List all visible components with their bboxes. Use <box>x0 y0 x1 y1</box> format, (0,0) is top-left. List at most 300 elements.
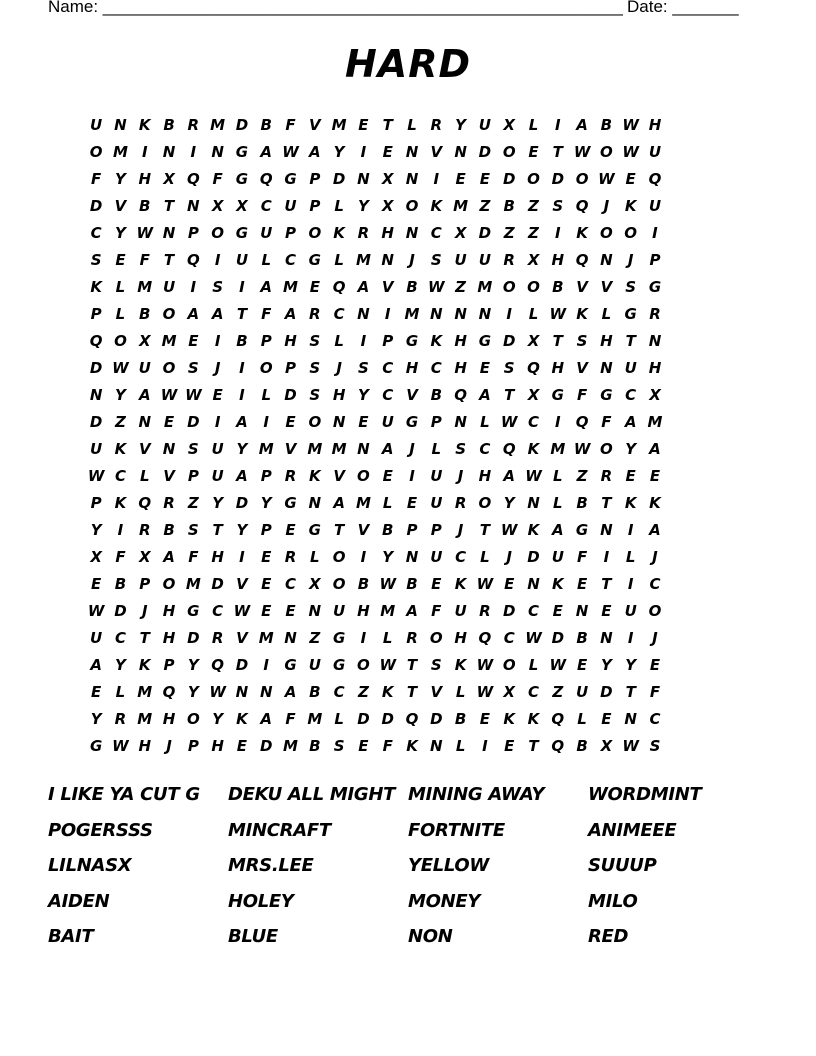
grid-letter: L <box>334 332 344 350</box>
grid-letter: V <box>576 359 588 377</box>
grid-letter: X <box>381 197 394 215</box>
word-list-item: YELLOW <box>408 855 489 876</box>
grid-letter: H <box>162 710 176 728</box>
grid-letter: X <box>527 251 540 269</box>
grid-letter: R <box>600 467 613 485</box>
grid-letter: B <box>503 197 515 215</box>
grid-letter: R <box>309 305 321 323</box>
grid-letter: I <box>141 143 148 161</box>
grid-letter: M <box>210 116 226 134</box>
grid-letter: K <box>624 494 637 512</box>
grid-letter: I <box>627 575 634 593</box>
grid-letter: Z <box>576 467 588 485</box>
grid-letter: Z <box>479 197 491 215</box>
grid-letter: V <box>114 197 127 215</box>
grid-letter: D <box>89 197 103 215</box>
grid-letter: Y <box>90 521 102 539</box>
grid-letter: J <box>166 737 172 755</box>
grid-letter: K <box>114 440 127 458</box>
grid-row <box>84 139 740 166</box>
grid-letter: O <box>527 278 540 296</box>
grid-letter: X <box>163 170 175 188</box>
grid-letter: Y <box>382 548 394 566</box>
grid-letter: B <box>163 116 175 134</box>
grid-letter: L <box>625 548 636 566</box>
grid-letter: X <box>211 197 224 215</box>
grid-letter: N <box>332 413 346 431</box>
grid-letter: G <box>405 332 419 350</box>
grid-letter: A <box>284 305 297 323</box>
grid-letter: K <box>649 494 661 512</box>
grid-letter: E <box>649 467 661 485</box>
grid-letter: E <box>309 278 320 296</box>
grid-letter: C <box>260 197 272 215</box>
grid-letter: C <box>333 305 345 323</box>
grid-letter: F <box>139 251 150 269</box>
grid-letter: U <box>260 224 273 242</box>
grid-letter: F <box>649 683 661 701</box>
grid-letter: E <box>236 737 248 755</box>
grid-letter: D <box>551 170 565 188</box>
grid-letter: S <box>430 251 442 269</box>
grid-letter: Z <box>187 494 199 512</box>
grid-letter: L <box>455 737 466 755</box>
grid-letter: H <box>138 737 152 755</box>
grid-letter: G <box>332 629 346 647</box>
grid-letter: G <box>575 521 589 539</box>
word-list-item: SUUUP <box>588 855 657 876</box>
grid-letter: T <box>601 494 612 512</box>
grid-letter: E <box>479 359 491 377</box>
grid-letter: A <box>381 440 394 458</box>
grid-letter: R <box>284 467 297 485</box>
grid-letter: L <box>261 386 271 404</box>
grid-letter: P <box>309 170 321 188</box>
grid-letter: N <box>600 629 613 647</box>
grid-letter: S <box>430 656 442 674</box>
grid-letter: O <box>259 359 273 377</box>
grid-letter: L <box>115 683 126 701</box>
grid-letter: W <box>622 116 639 134</box>
grid-letter: C <box>527 602 539 620</box>
grid-letter: I <box>190 278 197 296</box>
grid-letter: J <box>457 467 464 485</box>
grid-letter: G <box>235 224 249 242</box>
grid-letter: X <box>454 224 467 242</box>
grid-row <box>84 382 740 409</box>
grid-letter: N <box>624 710 637 728</box>
grid-letter: Y <box>333 143 345 161</box>
grid-letter: K <box>454 575 467 593</box>
grid-letter: U <box>211 467 224 485</box>
grid-letter: Y <box>115 656 126 674</box>
grid-letter: O <box>648 602 662 620</box>
grid-letter: A <box>309 143 321 161</box>
grid-letter: H <box>454 359 467 377</box>
date-field-label: Date: _______ <box>627 0 739 16</box>
grid-letter: P <box>260 521 272 539</box>
grid-letter: T <box>552 143 563 161</box>
word-list-item: HOLEY <box>228 890 294 912</box>
grid-row <box>84 706 740 733</box>
grid-row <box>84 436 740 463</box>
grid-letter: P <box>90 305 102 323</box>
grid-letter: M <box>258 629 274 647</box>
grid-letter: Y <box>212 710 224 728</box>
grid-letter: P <box>430 521 442 539</box>
grid-letter: W <box>476 575 494 593</box>
grid-letter: X <box>90 548 102 566</box>
grid-row <box>84 193 740 220</box>
grid-letter: B <box>576 494 588 512</box>
grid-letter: J <box>409 251 415 269</box>
grid-letter: P <box>187 224 199 242</box>
grid-letter: B <box>600 116 613 134</box>
grid-letter: B <box>139 305 151 323</box>
grid-letter: D <box>527 548 540 566</box>
grid-letter: P <box>163 656 175 674</box>
grid-letter: D <box>551 629 565 647</box>
grid-letter: F <box>431 602 442 620</box>
grid-letter: Q <box>551 737 565 755</box>
grid-letter: S <box>333 737 345 755</box>
grid-letter: A <box>479 386 491 404</box>
grid-letter: A <box>649 521 661 539</box>
grid-letter: W <box>87 602 105 620</box>
grid-letter: J <box>627 251 634 269</box>
grid-letter: Q <box>502 440 516 458</box>
grid-letter: W <box>160 386 178 404</box>
grid-letter: C <box>649 710 661 728</box>
grid-letter: I <box>214 332 221 350</box>
grid-row <box>84 652 740 679</box>
grid-letter: D <box>284 386 297 404</box>
grid-letter: J <box>457 521 464 539</box>
grid-letter: Z <box>455 278 467 296</box>
grid-letter: Z <box>528 224 539 242</box>
grid-letter: T <box>163 251 175 269</box>
grid-letter: J <box>409 440 415 458</box>
grid-row <box>84 517 740 544</box>
grid-letter: N <box>308 494 322 512</box>
grid-letter: A <box>624 413 637 431</box>
grid-letter: W <box>622 143 639 161</box>
grid-letter: E <box>431 575 442 593</box>
word-list-item: DEKU ALL MIGHT <box>228 784 396 805</box>
grid-letter: I <box>554 224 561 242</box>
grid-letter: C <box>430 224 442 242</box>
grid-letter: E <box>576 575 588 593</box>
grid-letter: F <box>576 386 588 404</box>
grid-letter: I <box>506 305 512 323</box>
grid-row <box>84 112 740 139</box>
grid-letter: O <box>162 575 176 593</box>
grid-letter: P <box>90 494 102 512</box>
grid-letter: O <box>162 305 176 323</box>
grid-letter: S <box>358 359 369 377</box>
grid-letter: Q <box>454 386 467 404</box>
grid-letter: U <box>90 440 103 458</box>
grid-letter: E <box>601 710 612 728</box>
grid-letter: N <box>357 440 370 458</box>
grid-letter: W <box>525 467 542 485</box>
grid-letter: V <box>236 575 248 593</box>
grid-letter: T <box>212 521 223 539</box>
grid-letter: A <box>284 683 297 701</box>
grid-letter: M <box>137 710 153 728</box>
grid-letter: I <box>360 548 367 566</box>
grid-letter: E <box>358 116 369 134</box>
grid-letter: N <box>235 683 249 701</box>
grid-letter: N <box>162 440 176 458</box>
grid-letter: D <box>332 170 346 188</box>
grid-letter: O <box>600 143 613 161</box>
grid-letter: G <box>284 494 297 512</box>
grid-letter: U <box>90 116 103 134</box>
grid-letter: Y <box>357 386 369 404</box>
grid-letter: P <box>187 737 199 755</box>
grid-letter: L <box>577 710 587 728</box>
grid-letter: O <box>332 548 346 566</box>
grid-row <box>84 247 740 274</box>
grid-letter: K <box>527 710 540 728</box>
grid-letter: N <box>454 305 467 323</box>
grid-letter: F <box>261 305 272 323</box>
grid-letter: C <box>212 602 224 620</box>
grid-letter: O <box>429 629 443 647</box>
grid-letter: I <box>554 413 561 431</box>
grid-letter: I <box>652 224 658 242</box>
grid-letter: C <box>527 413 539 431</box>
grid-letter: B <box>236 332 248 350</box>
grid-letter: B <box>381 521 394 539</box>
grid-letter: U <box>478 116 491 134</box>
grid-letter: J <box>652 629 658 647</box>
grid-letter: P <box>285 359 297 377</box>
grid-letter: U <box>284 197 297 215</box>
grid-letter: H <box>551 359 565 377</box>
grid-letter: C <box>285 575 297 593</box>
grid-letter: O <box>308 224 322 242</box>
grid-letter: W <box>598 170 615 188</box>
grid-letter: H <box>138 170 152 188</box>
grid-letter: W <box>549 656 567 674</box>
name-field-label: Name: _______________________________________________________ <box>48 0 623 16</box>
grid-letter: T <box>504 386 515 404</box>
grid-letter: M <box>477 278 493 296</box>
grid-letter: A <box>260 143 273 161</box>
grid-letter: M <box>404 305 420 323</box>
grid-letter: C <box>90 224 102 242</box>
grid-letter: B <box>430 386 443 404</box>
grid-letter: X <box>381 170 394 188</box>
grid-letter: N <box>284 629 297 647</box>
grid-letter: N <box>138 413 152 431</box>
grid-letter: R <box>114 710 127 728</box>
grid-letter: J <box>603 197 610 215</box>
grid-letter: K <box>430 197 443 215</box>
grid-letter: N <box>430 737 443 755</box>
grid-letter: L <box>528 116 539 134</box>
grid-letter: N <box>162 143 176 161</box>
grid-letter: E <box>504 737 515 755</box>
grid-letter: R <box>187 116 200 134</box>
grid-letter: Q <box>551 710 565 728</box>
grid-letter: P <box>260 467 272 485</box>
grid-letter: D <box>235 656 249 674</box>
grid-letter: E <box>479 170 491 188</box>
grid-letter: G <box>332 656 346 674</box>
word-list-item: NON <box>408 926 453 947</box>
letter-grid <box>84 112 740 760</box>
grid-letter: U <box>430 494 443 512</box>
grid-letter: C <box>114 629 126 647</box>
grid-letter: G <box>284 170 297 188</box>
grid-letter: Z <box>309 629 321 647</box>
grid-letter: B <box>114 575 127 593</box>
grid-letter: X <box>527 386 540 404</box>
grid-letter: E <box>601 602 612 620</box>
grid-letter: D <box>187 413 200 431</box>
grid-letter: V <box>406 386 418 404</box>
grid-letter: P <box>649 251 661 269</box>
grid-letter: K <box>138 116 151 134</box>
grid-letter: L <box>431 440 442 458</box>
grid-letter: Y <box>90 710 102 728</box>
grid-letter: U <box>333 602 346 620</box>
grid-letter: X <box>309 575 321 593</box>
grid-letter: H <box>332 386 346 404</box>
grid-letter: V <box>357 521 370 539</box>
grid-letter: E <box>625 467 636 485</box>
grid-letter: L <box>334 197 344 215</box>
grid-letter: N <box>405 170 419 188</box>
grid-letter: W <box>282 143 299 161</box>
grid-letter: A <box>576 116 588 134</box>
grid-letter: F <box>212 170 223 188</box>
grid-letter: N <box>527 575 540 593</box>
grid-letter: H <box>600 332 613 350</box>
grid-letter: S <box>90 251 102 269</box>
grid-letter: N <box>575 602 589 620</box>
grid-letter: I <box>482 737 488 755</box>
grid-letter: Y <box>115 386 126 404</box>
grid-letter: Q <box>405 710 419 728</box>
grid-letter: N <box>527 494 540 512</box>
grid-letter: V <box>381 278 394 296</box>
grid-letter: C <box>285 251 297 269</box>
grid-letter: R <box>211 629 224 647</box>
grid-letter: M <box>137 683 153 701</box>
grid-letter: O <box>332 575 346 593</box>
grid-letter: O <box>600 440 613 458</box>
grid-letter: E <box>382 143 393 161</box>
grid-letter: S <box>187 521 199 539</box>
grid-letter: Y <box>115 224 126 242</box>
grid-letter: L <box>553 467 563 485</box>
grid-letter: Q <box>575 197 589 215</box>
grid-letter: A <box>260 710 273 728</box>
grid-letter: Y <box>187 683 199 701</box>
grid-letter: F <box>382 737 393 755</box>
grid-letter: T <box>552 332 563 350</box>
grid-letter: L <box>310 548 320 566</box>
grid-letter: G <box>624 305 637 323</box>
grid-letter: Z <box>528 197 539 215</box>
grid-letter: D <box>235 116 249 134</box>
grid-letter: D <box>89 413 103 431</box>
grid-letter: S <box>503 359 515 377</box>
grid-letter: P <box>260 332 272 350</box>
grid-letter: V <box>430 143 443 161</box>
grid-letter: R <box>163 494 175 512</box>
word-list-item: I LIKE YA CUT G <box>48 784 200 805</box>
grid-letter: I <box>360 332 367 350</box>
grid-row <box>84 166 740 193</box>
grid-letter: D <box>478 224 492 242</box>
grid-letter: A <box>211 305 224 323</box>
grid-letter: U <box>381 413 394 431</box>
grid-letter: A <box>333 494 345 512</box>
grid-letter: E <box>406 494 418 512</box>
grid-letter: P <box>309 197 321 215</box>
grid-letter: O <box>357 656 370 674</box>
grid-row <box>84 625 740 652</box>
grid-letter: Q <box>575 413 589 431</box>
grid-letter: A <box>236 467 248 485</box>
grid-letter: R <box>284 548 297 566</box>
grid-letter: R <box>430 116 443 134</box>
grid-letter: G <box>89 737 103 755</box>
grid-letter: N <box>454 143 467 161</box>
grid-letter: F <box>285 710 296 728</box>
grid-letter: T <box>139 629 150 647</box>
grid-letter: E <box>261 575 272 593</box>
grid-letter: O <box>357 467 370 485</box>
grid-letter: C <box>649 575 661 593</box>
grid-letter: M <box>161 332 177 350</box>
grid-letter: C <box>382 359 394 377</box>
grid-letter: B <box>576 629 588 647</box>
grid-letter: H <box>648 116 662 134</box>
grid-letter: C <box>455 548 467 566</box>
grid-letter: W <box>476 683 494 701</box>
grid-letter: Z <box>357 683 369 701</box>
word-list-item: BLUE <box>228 926 278 947</box>
grid-letter: O <box>502 278 516 296</box>
grid-letter: F <box>601 413 612 431</box>
grid-letter: O <box>502 143 516 161</box>
word-list-item: ANIMEEE <box>588 819 677 841</box>
grid-letter: Y <box>115 170 126 188</box>
grid-letter: A <box>236 413 248 431</box>
grid-letter: C <box>625 386 637 404</box>
grid-letter: W <box>500 521 518 539</box>
grid-letter: I <box>627 521 634 539</box>
grid-letter: H <box>405 359 419 377</box>
grid-letter: K <box>90 278 102 296</box>
grid-letter: N <box>478 305 492 323</box>
grid-letter: M <box>355 494 371 512</box>
grid-letter: Q <box>89 332 103 350</box>
grid-letter: S <box>649 737 661 755</box>
grid-letter: X <box>138 332 151 350</box>
grid-letter: J <box>652 548 658 566</box>
grid-letter: W <box>622 737 639 755</box>
word-list <box>48 780 768 958</box>
grid-letter: M <box>283 278 298 296</box>
grid-letter: V <box>430 683 443 701</box>
